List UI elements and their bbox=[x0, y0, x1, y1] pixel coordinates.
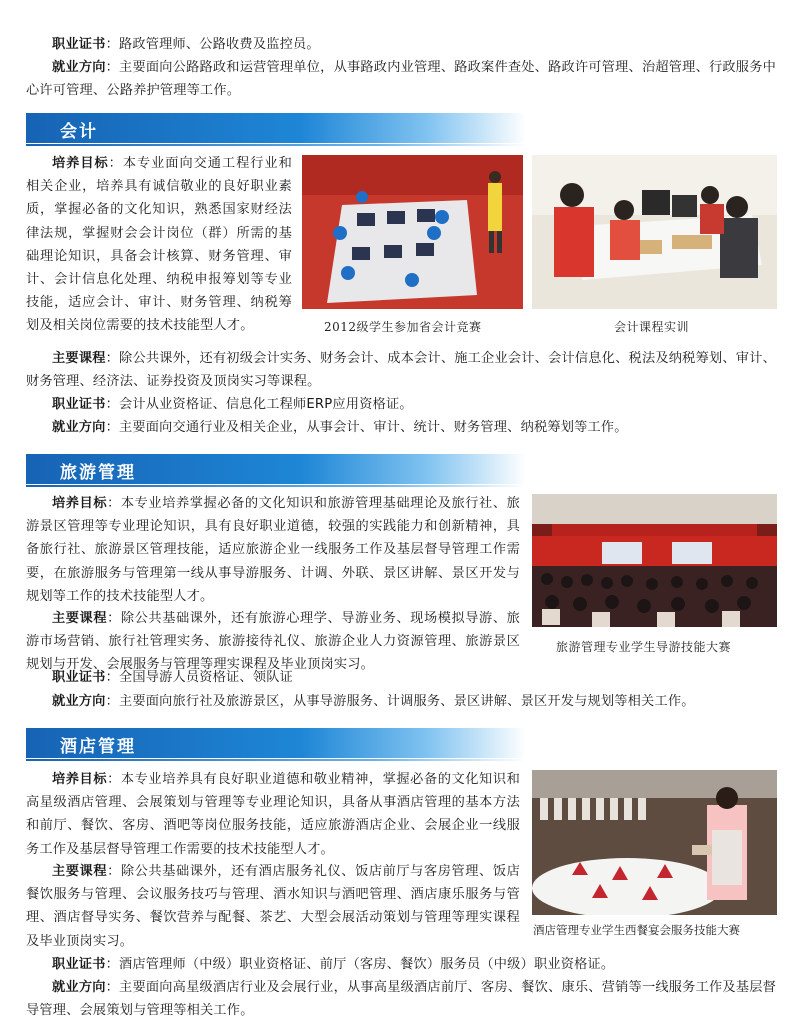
caption-accounting-practice: 会计课程实训 bbox=[614, 320, 690, 334]
photo-accounting-practice bbox=[532, 155, 777, 309]
cert-text: ：酒店管理师（中级）职业资格证、前厅（客房、餐饮）服务员（中级）职业资格证。 bbox=[105, 957, 615, 972]
tourism-cert-paragraph bbox=[26, 666, 776, 689]
cert-label: 职业证书 bbox=[52, 957, 106, 972]
course-text: ：除公共基础课外，还有酒店服务礼仪、饭店前厅与客房管理、饭店餐饮服务与管理、会议服务技巧与管理、酒水知识与酒吧管理、酒店康乐服务与管理、酒店督导实务、餐饮营养与配餐、茶艺、大型会展活动策划与管理等理实课程及毕业顶岗实习。 bbox=[26, 864, 520, 949]
course-text: ：除公共课外，还有初级会计实务、财务会计、成本会计、施工企业会计、会计信息化、税法及纳税筹划、审计、财务管理、经济法、证券投资及顶岗实习等课程。 bbox=[26, 351, 776, 390]
job-text: ：主要面向高星级酒店行业及会展行业，从事高星级酒店前厅、客房、餐饮、康乐、营销等一线服务工作及基层督导管理、会展策划与管理等相关工作。 bbox=[26, 980, 776, 1019]
section-title: 酒店管理 bbox=[60, 737, 136, 757]
job-label: 就业方向 bbox=[52, 694, 106, 709]
photo-hotel-banquet-image bbox=[532, 770, 777, 915]
job-text: ：主要面向旅行社及旅游景区，从事导游服务、计调服务、景区讲解、景区开发与规划等相关工作。 bbox=[105, 694, 695, 709]
section-banner-hotel bbox=[26, 728, 526, 758]
section-banner-tourism bbox=[26, 454, 526, 484]
section-title: 会计 bbox=[60, 122, 98, 142]
cert-text: ：会计从业资格证、信息化工程师ERP应用资格证。 bbox=[105, 397, 413, 412]
cert-text: ：路政管理师、公路收费及监控员。 bbox=[105, 37, 320, 52]
accounting-course-paragraph bbox=[26, 347, 776, 393]
photo-accounting-practice-image bbox=[532, 155, 777, 309]
caption-tourism-contest: 旅游管理专业学生导游技能大赛 bbox=[556, 640, 732, 654]
hotel-course-paragraph bbox=[26, 860, 520, 953]
photo-accounting-competition-image bbox=[302, 155, 523, 309]
job-label: 就业方向 bbox=[52, 420, 106, 435]
course-label: 主要课程 bbox=[52, 351, 106, 366]
top-job-paragraph bbox=[26, 56, 776, 102]
caption-hotel-banquet: 酒店管理专业学生西餐宴会服务技能大赛 bbox=[533, 923, 740, 937]
hotel-cert-paragraph bbox=[26, 953, 776, 976]
course-label: 主要课程 bbox=[52, 611, 108, 626]
cert-label: 职业证书 bbox=[52, 397, 106, 412]
top-cert-paragraph bbox=[26, 33, 776, 56]
job-label: 就业方向 bbox=[52, 60, 106, 75]
photo-accounting-competition bbox=[302, 155, 523, 309]
photo-tourism-contest bbox=[532, 494, 777, 627]
section-title: 旅游管理 bbox=[60, 463, 136, 483]
accounting-goal-paragraph bbox=[26, 152, 292, 338]
cert-label: 职业证书 bbox=[52, 37, 106, 52]
hotel-job-paragraph bbox=[26, 976, 776, 1022]
caption-accounting-competition: 2012级学生参加省会计竞赛 bbox=[324, 320, 482, 334]
cert-label: 职业证书 bbox=[52, 670, 106, 685]
section-banner-accounting bbox=[26, 113, 526, 143]
goal-text: ：本专业培养掌握必备的文化知识和旅游管理基础理论及旅行社、旅游景区管理等专业理论知识，具有良好职业道德，较强的实践能力和创新精神，具备旅行社、旅游景区管理技能，适应旅游企业一线服务工作及基层督导管理工作需要，在旅游服务与管理第一线从事导游服务、计调、外联、景区讲解、景区开发与规划等工作的技术技能型人才。 bbox=[26, 496, 520, 604]
accounting-job-paragraph bbox=[26, 416, 776, 439]
hotel-goal-paragraph bbox=[26, 768, 520, 861]
photo-tourism-contest-image bbox=[532, 494, 777, 627]
tourism-goal-paragraph bbox=[26, 492, 520, 608]
goal-label: 培养目标 bbox=[52, 772, 108, 787]
course-label: 主要课程 bbox=[52, 864, 108, 879]
course-text: ：除公共基础课外，还有旅游心理学、导游业务、现场模拟导游、旅游市场营销、旅行社管理实务、旅游接待礼仪、旅游企业人力资源管理、旅游景区规划与开发、会展服务与管理等理实课程及毕业顶岗实习。 bbox=[26, 611, 520, 673]
tourism-job-paragraph bbox=[26, 690, 776, 713]
goal-text: ：本专业面向交通工程行业和相关企业，培养具有诚信敬业的良好职业素质，掌握必备的文化知识，熟悉国家财经法律法规，掌握财会会计岗位（群）所需的基础理论知识，具备会计核算、财务管理、审计、会计信息化处理、纳税申报筹划等专业技能，适应会计、审计、财务管理、纳税筹划及相关岗位需要的技术技能型人才。 bbox=[26, 156, 292, 334]
photo-hotel-banquet bbox=[532, 770, 777, 915]
cert-text: ：全国导游人员资格证、领队证 bbox=[105, 670, 293, 685]
accounting-cert-paragraph bbox=[26, 393, 776, 416]
job-text: ：主要面向交通行业及相关企业，从事会计、审计、统计、财务管理、纳税筹划等工作。 bbox=[105, 420, 628, 435]
job-text: ：主要面向公路路政和运营管理单位，从事路政内业管理、路政案件查处、路政许可管理、治超管理、行政服务中心许可管理、公路养护管理等工作。 bbox=[26, 60, 776, 99]
goal-label: 培养目标 bbox=[52, 496, 108, 511]
job-label: 就业方向 bbox=[52, 980, 106, 995]
goal-label: 培养目标 bbox=[52, 156, 109, 171]
goal-text: ：本专业培养具有良好职业道德和敬业精神，掌握必备的文化知识和高星级酒店管理、会展策划与管理等专业理论知识，具备从事酒店管理的基本方法和前厅、餐饮、客房、酒吧等岗位服务技能，适应旅游酒店企业、会展企业一线服务工作及基层督导管理工作需要的技术技能型人才。 bbox=[26, 772, 520, 857]
